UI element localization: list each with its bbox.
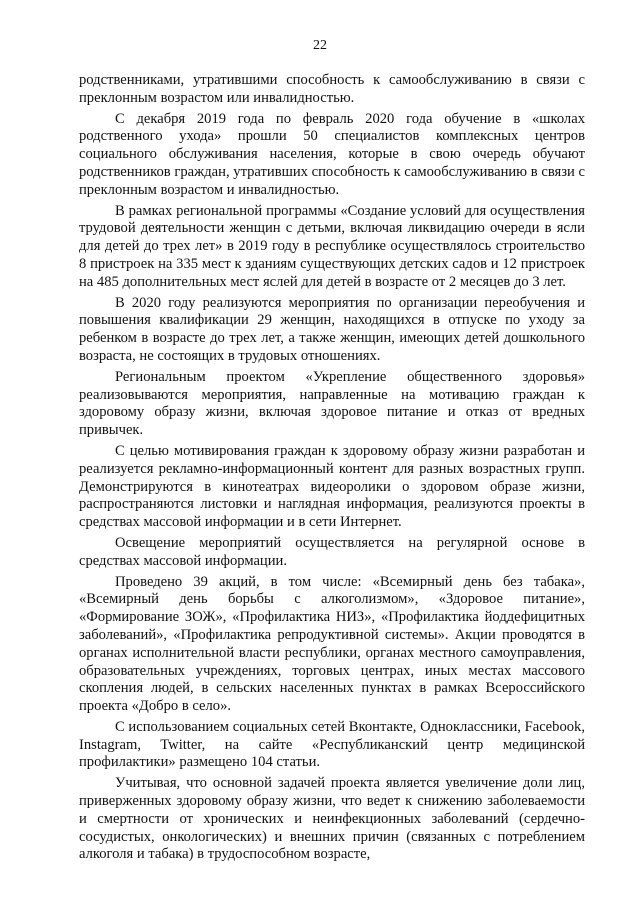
paragraph-campaigns: Проведено 39 акций, в том числе: «Всемирный день без табака», «Всемирный день борьбы с алкоголизмом», «Здоровое питание», «Формирование ЗОЖ», «Профилактика НИЗ», «Профилактика йоддефицитных заболеваний», «Профилактика репродуктивной системы». Акции проводятся в органах исполнительной власти республики, органах местного самоуправления, образовательных учреждениях, торговых центрах, иных местах массового скопления людей, в сельских населенных пунктах в рамках Всероссийского проекта «Добро в село». <box>79 573 585 715</box>
paragraph-nursery-program: В рамках региональной программы «Создание условий для осуществления трудовой деятельности женщин с детьми, включая ликвидацию очереди в ясли для детей до трех лет» в 2019 году в республике осуществлялось строительство 8 пристроек на 335 мест к зданиям существующих детских садов и 12 пристроек на 485 дополнительных мест яслей для детей в возрасте от 2 месяцев до 3 лет. <box>79 202 585 290</box>
paragraph-social-networks: С использованием социальных сетей Вконтакте, Одноклассники, Facebook, Instagram, Twitter, на сайте «Республиканский центр медицинской профилактики» размещено 104 статьи. <box>79 718 585 771</box>
paragraph-project-goal: Учитывая, что основной задачей проекта является увеличение доли лиц, приверженных здоровому образу жизни, что ведет к снижению заболеваемости и смертности от хронических и неинфекционных заболеваний (сердечно-сосудистых, онкологических) и внешних причин (связанных с потреблением алкоголя и табака) в трудоспособном возрасте, <box>79 775 585 863</box>
document-body <box>79 72 585 867</box>
paragraph-women-retraining: В 2020 году реализуются мероприятия по организации переобучения и повышения квалификации 29 женщин, находящихся в отпуске по уходу за ребенком в возрасте до трех лет, а также женщин, имеющих детей дошкольного возраста, не состоящих в трудовых отношениях. <box>79 294 585 364</box>
paragraph-information-content: С целью мотивирования граждан к здоровому образу жизни разработан и реализуется рекламно-информационный контент для разных возрастных групп. Демонстрируются в кинотеатрах видеоролики о здоровом образе жизни, распространяются листовки и наглядная информация, реализуются проекты в средствах массовой информации и в сети Интернет. <box>79 442 585 531</box>
page-number: 22 <box>313 38 327 53</box>
paragraph-public-health-project: Региональным проектом «Укрепление общественного здоровья» реализовываются мероприятия, направленные на мотивацию граждан к здоровому образу жизни, включая здоровое питание и отказ от вредных привычек. <box>79 368 585 439</box>
paragraph-media-coverage: Освещение мероприятий осуществляется на регулярной основе в средствах массовой информации. <box>79 534 585 569</box>
paragraph-continuation: родственниками, утратившими способность к самообслуживанию в связи с преклонным возрастом или инвалидностью. <box>79 72 585 106</box>
paragraph-family-care-schools: С декабря 2019 года по февраль 2020 года обучение в «школах родственного ухода» прошли 50 специалистов комплексных центров социального обслуживания населения, которые в свою очередь обучают родственников граждан, утративших способность к самообслуживанию в связи с преклонным возрастом и инвалидностью. <box>79 110 585 198</box>
